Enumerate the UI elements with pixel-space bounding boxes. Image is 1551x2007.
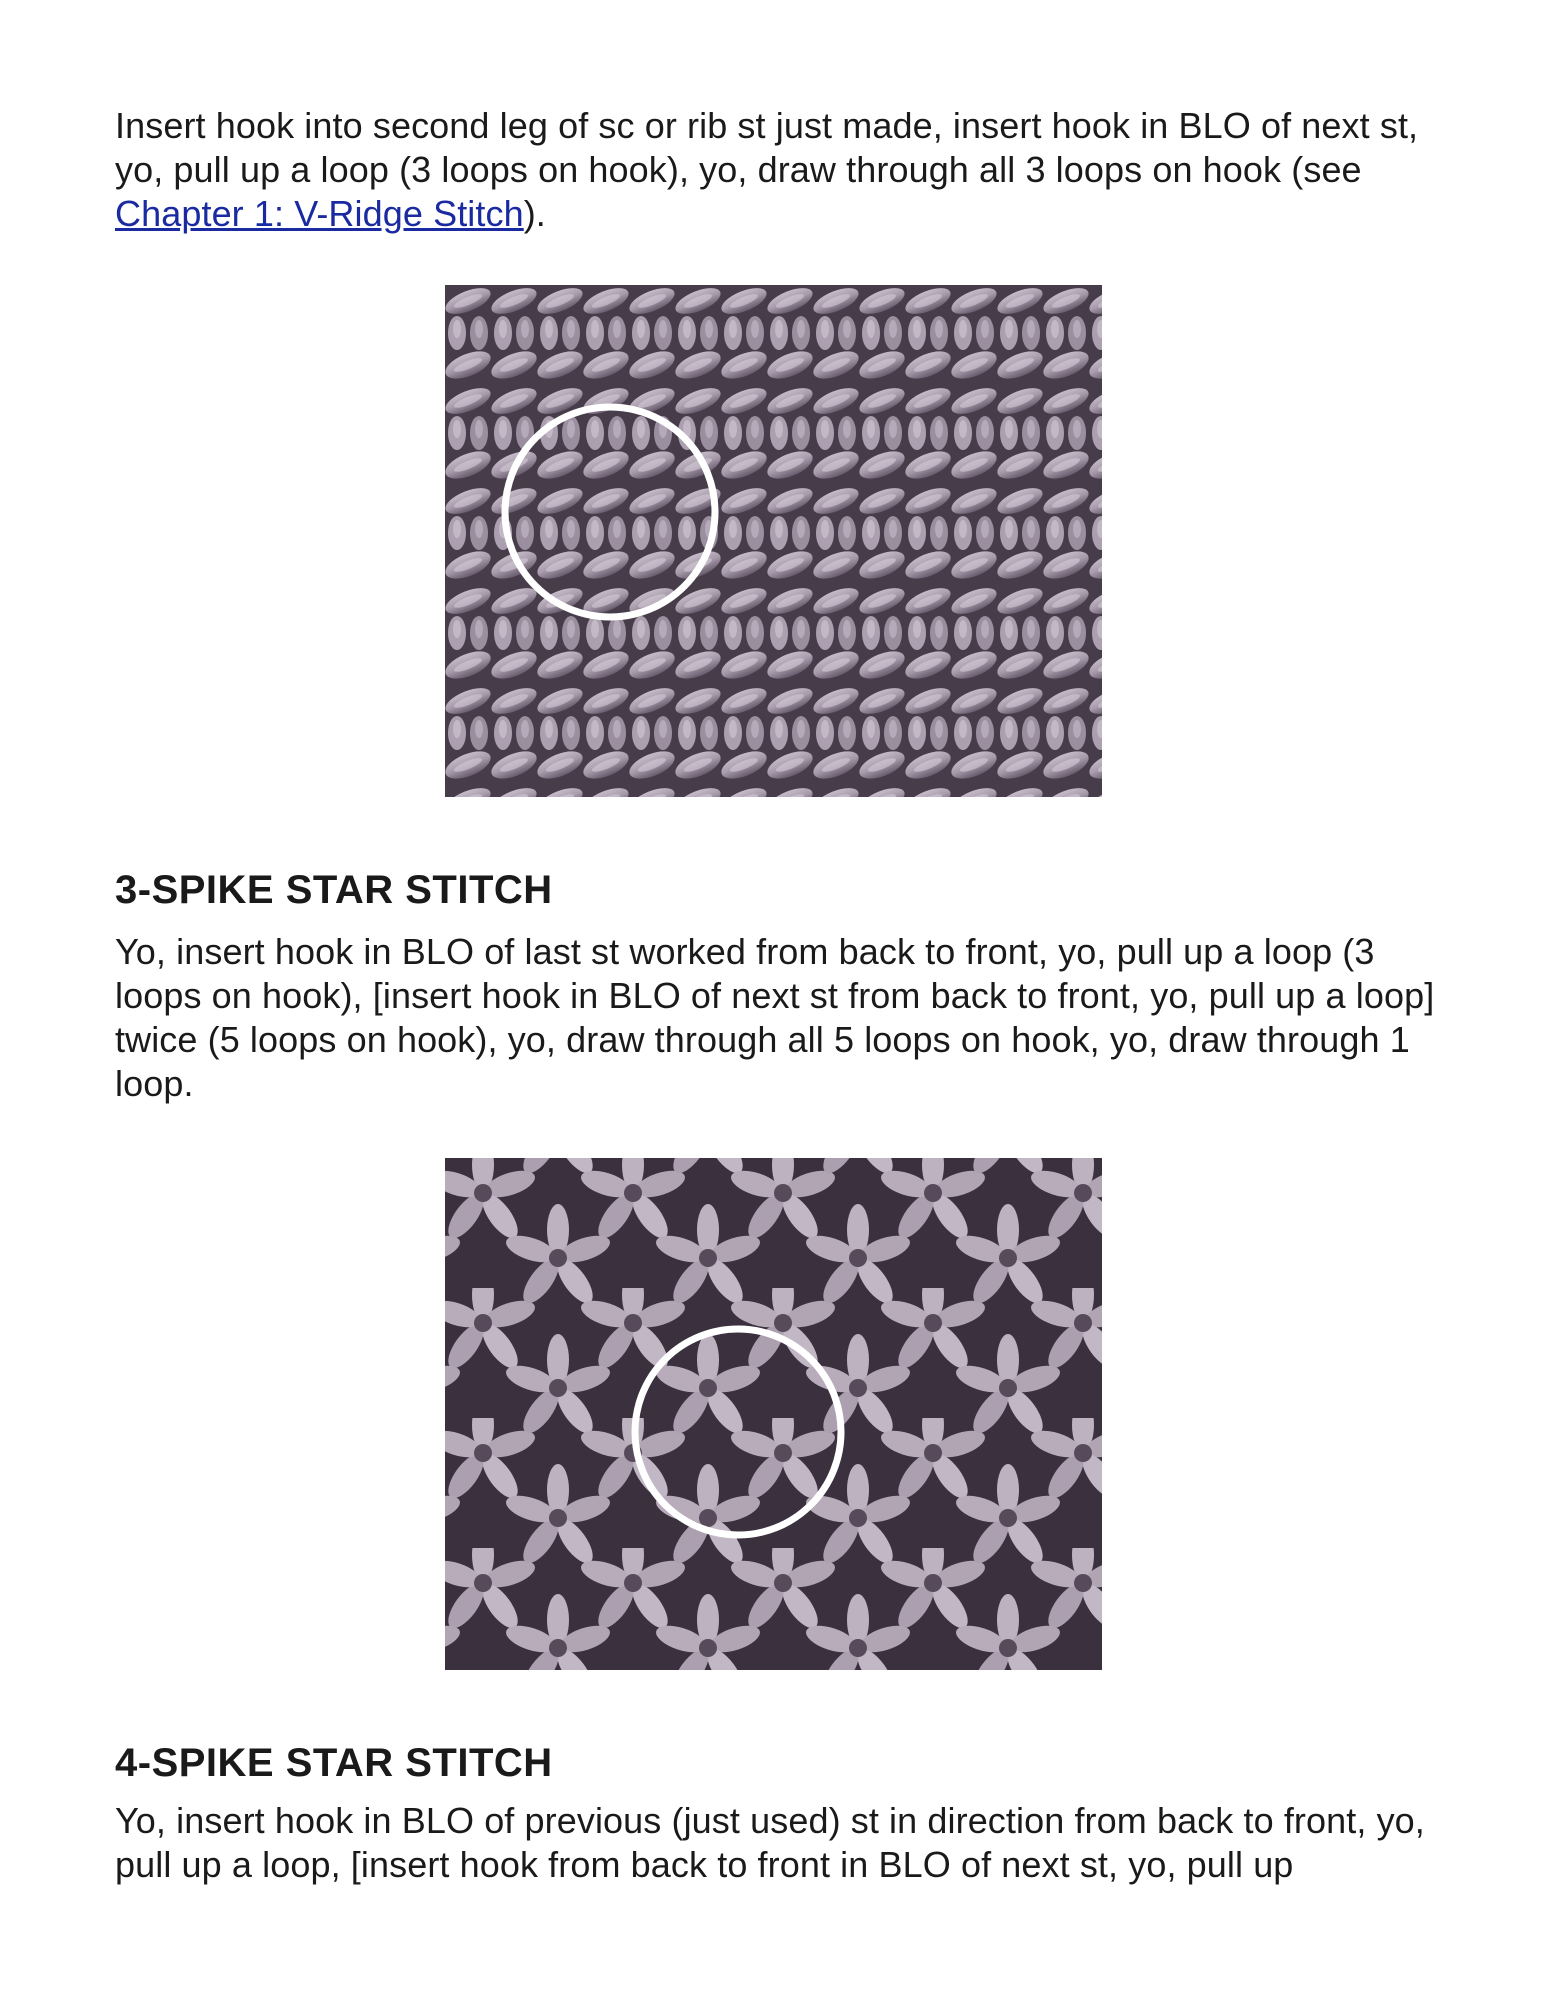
v-ridge-stitch-photo (445, 285, 1102, 797)
section-heading-3-spike: 3-SPIKE STAR STITCH (115, 868, 553, 912)
section-heading-4-spike: 4-SPIKE STAR STITCH (115, 1741, 553, 1785)
3-spike-star-stitch-photo (445, 1158, 1102, 1670)
paragraph-text: Insert hook into second leg of sc or rib st just made, insert hook in BLO of next st, yo, pull up a loop (3 loops on hook), yo, draw through all 3 loops on hook (see (115, 105, 1419, 190)
instruction-paragraph-1 (115, 104, 1445, 236)
paragraph-text-end: ). (523, 193, 546, 234)
chapter-link[interactable]: Chapter 1: V-Ridge Stitch (115, 193, 524, 234)
instruction-paragraph-2: Yo, insert hook in BLO of last st worked from back to front, yo, pull up a loop (3 loops on hook), [insert hook in BLO of next st from back to front, yo, pull up a loop] twice (5 loops on hook), yo, draw through all 5 loops on hook, yo, draw through 1 loop. (115, 931, 1435, 1104)
instruction-paragraph-3: Yo, insert hook in BLO of previous (just used) st in direction from back to front, yo, pull up a loop, [insert hook from back to front in BLO of next st, yo, pull up (115, 1800, 1425, 1885)
